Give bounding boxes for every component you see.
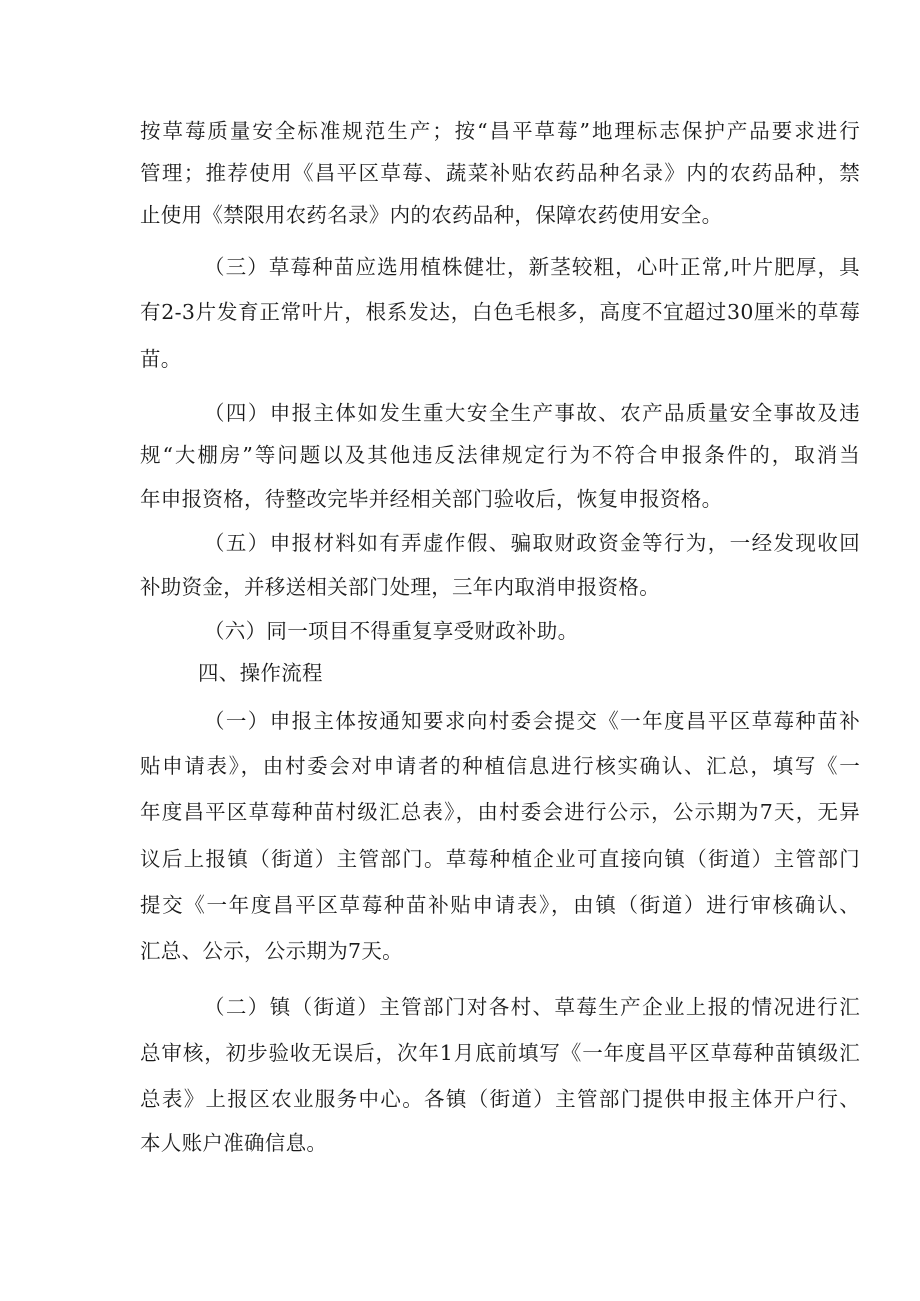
- text-line: （一）申报主体按通知要求向村委会提交《一年度昌平区草莓种苗补: [204, 709, 860, 733]
- text-line: （二）镇（街道）主管部门对各村、草莓生产企业上报的情况进行汇: [204, 995, 860, 1019]
- text-line: 提交《一年度昌平区草莓种苗补贴申请表》，由镇（街道）进行审核确认、: [140, 893, 860, 917]
- text-line: 本人账户准确信息。: [140, 1131, 328, 1155]
- text-line: （五）申报材料如有弄虚作假、骗取财政资金等行为，一经发现收回: [204, 531, 860, 555]
- text-line: 补助资金，并移送相关部门处理，三年内取消申报资格。: [140, 575, 660, 599]
- text-line: 年申报资格，待整改完毕并经相关部门验收后，恢复申报资格。: [140, 487, 723, 511]
- text-line: 贴申请表》，由村委会对申请者的种植信息进行核实确认、汇总，填写《一: [140, 754, 860, 778]
- text-line: 苗。: [140, 347, 182, 371]
- text-line: 年度昌平区草莓种苗村级汇总表》，由村委会进行公示，公示期为7天，无异: [140, 800, 860, 824]
- section-heading: 四、操作流程: [198, 661, 323, 685]
- text-line: （三）草莓种苗应选用植株健壮，新茎较粗，心叶正常,叶片肥厚，具: [204, 255, 860, 279]
- text-line: 议后上报镇（街道）主管部门。草莓种植企业可直接向镇（街道）主管部门: [140, 847, 860, 871]
- text-line: 管理；推荐使用《昌平区草莓、蔬菜补贴农药品种名录》内的农药品种，禁: [140, 161, 860, 185]
- text-line: 汇总、公示，公示期为7天。: [140, 939, 403, 963]
- text-line: （四）申报主体如发生重大安全生产事故、农产品质量安全事故及违: [204, 401, 860, 425]
- text-line: 总表》上报区农业服务中心。各镇（街道）主管部门提供申报主体开户行、: [140, 1087, 860, 1111]
- text-line: （六）同一项目不得重复享受财政补助。: [204, 619, 579, 643]
- text-line: 总审核，初步验收无误后，次年1月底前填写《一年度昌平区草莓种苗镇级汇: [140, 1041, 860, 1065]
- text-line: 规“大棚房”等问题以及其他违反法律规定行为不符合申报条件的，取消当: [140, 443, 860, 467]
- text-line: 有2-3片发育正常叶片，根系发达，白色毛根多，高度不宜超过30厘米的草莓: [140, 300, 860, 324]
- text-line: 按草莓质量安全标准规范生产；按“昌平草莓”地理标志保护产品要求进行: [140, 119, 860, 143]
- text-line: 止使用《禁限用农药名录》内的农药品种，保障农药使用安全。: [140, 203, 723, 227]
